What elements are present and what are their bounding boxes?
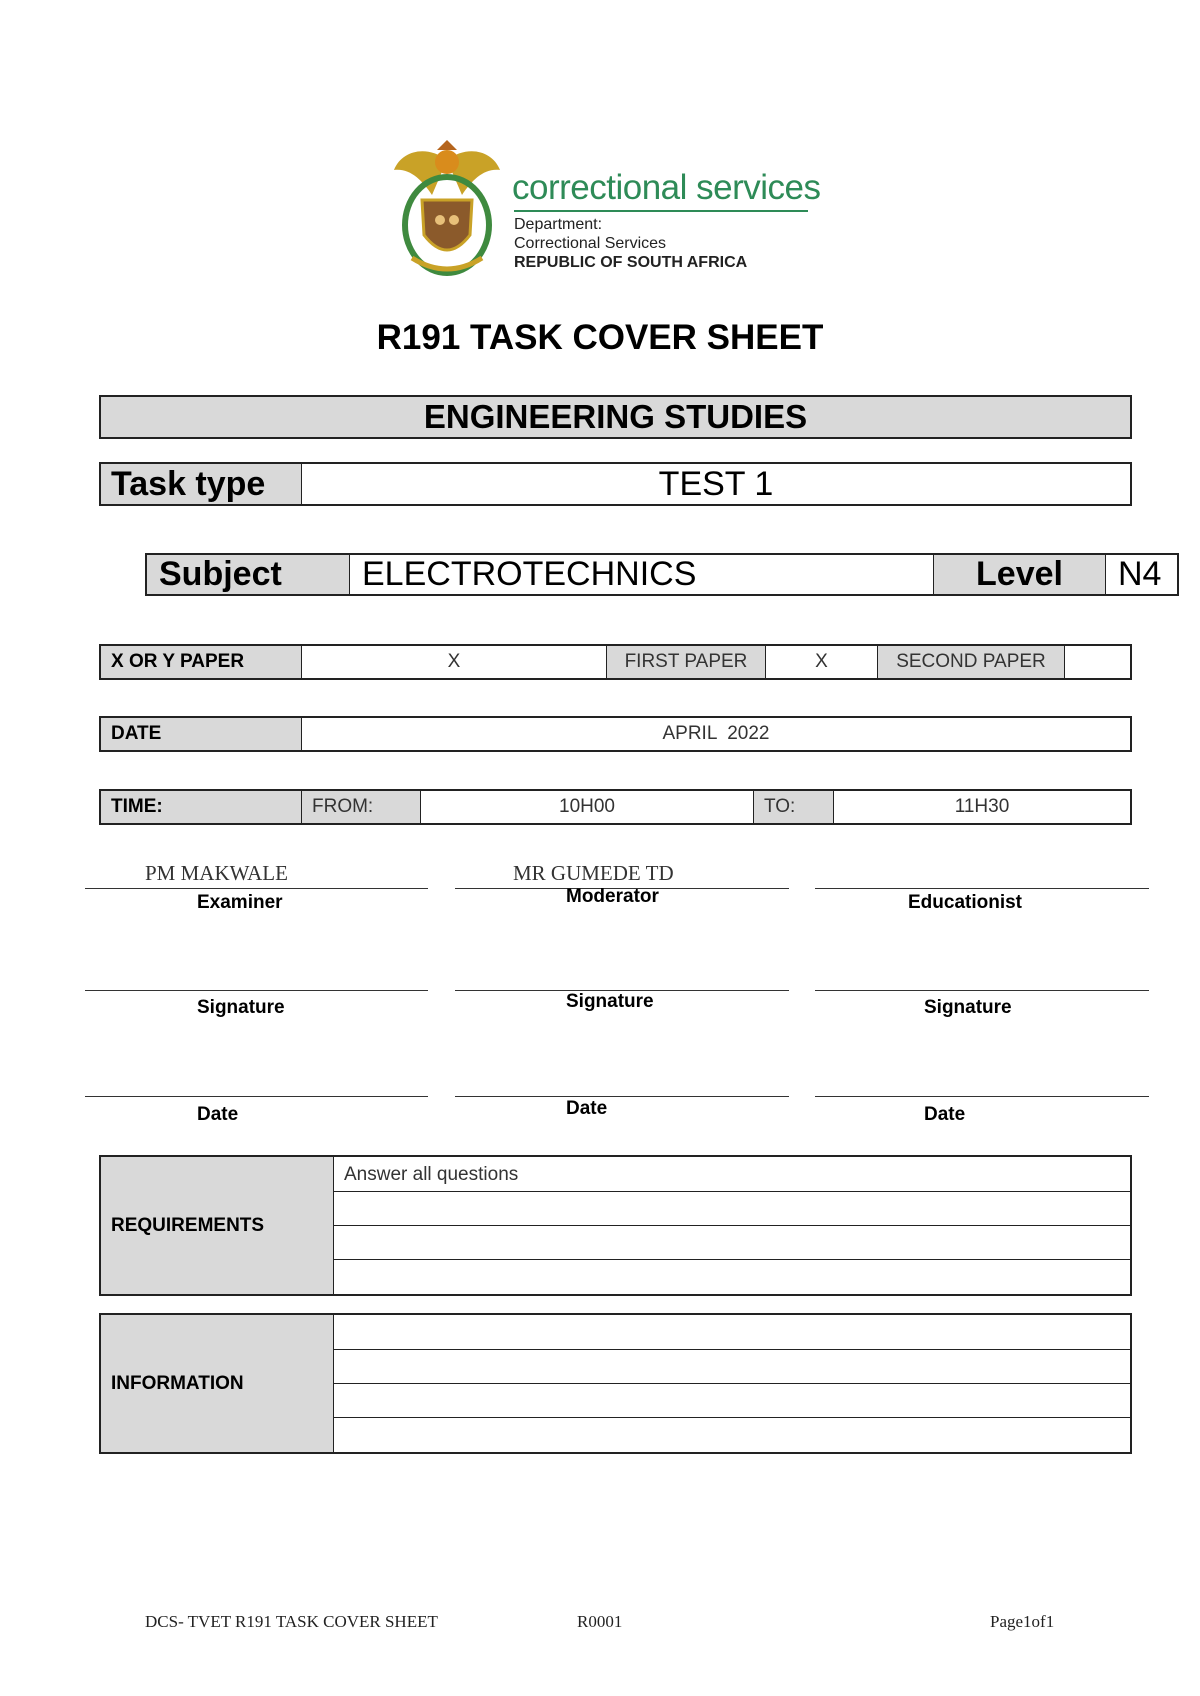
date-label: DATE [101,718,301,750]
task-type-row [99,462,1132,506]
educationist-date-line [815,1096,1149,1097]
moderator-name: MR GUMEDE TD [513,861,674,885]
paper-label: X OR Y PAPER [101,646,301,678]
paper-value: X [301,646,606,678]
examiner-signature-label: Signature [197,997,285,1018]
requirements-row-divider [334,1225,1130,1226]
requirements-table [99,1155,1132,1296]
examiner-date-line [85,1096,428,1097]
subject-label: Subject [147,555,349,594]
date-value: APRIL 2022 [301,718,1130,750]
logo-brand: correctional services [512,168,821,207]
requirements-rows [333,1157,1130,1294]
footer-form-code: R0001 [577,1612,623,1631]
requirements-label: REQUIREMENTS [101,1157,333,1294]
logo [392,140,822,280]
second-paper-value [1064,646,1130,678]
information-table [99,1313,1132,1454]
time-from-value: 10H00 [420,791,753,823]
moderator-signature-label: Signature [566,991,654,1012]
second-paper-label: SECOND PAPER [877,646,1064,678]
requirements-row: Answer all questions [344,1164,519,1185]
date-row [99,716,1132,752]
educationist-label: Educationist [908,892,1023,913]
information-rows [333,1315,1130,1452]
logo-dept: Department: [514,216,603,233]
coat-of-arms-icon [392,140,502,280]
educationist-date-label: Date [924,1104,966,1125]
footer-document-name: DCS- TVET R191 TASK COVER SHEET [145,1612,438,1631]
examiner-label: Examiner [197,892,283,913]
examiner-name-line [85,888,428,889]
logo-country: REPUBLIC OF SOUTH AFRICA [514,254,748,271]
level-label: Level [933,555,1105,594]
information-row-divider [334,1383,1130,1384]
first-paper-value: X [765,646,877,678]
requirements-row-divider [334,1191,1130,1192]
educationist-name-line [815,888,1149,889]
task-type-value: TEST 1 [301,464,1130,504]
banner-text: ENGINEERING STUDIES [423,398,808,435]
educationist-signature-label: Signature [924,997,1012,1018]
requirements-row-divider [334,1259,1130,1260]
moderator-label: Moderator [566,886,659,907]
examiner-signature-line [85,990,428,991]
footer-page-number: Page1of1 [990,1612,1055,1631]
educationist-signature-line [815,990,1149,991]
time-label: TIME: [101,791,301,823]
time-to-label: TO: [753,791,833,823]
time-to-value: 11H30 [833,791,1130,823]
information-label: INFORMATION [101,1315,333,1452]
first-paper-label: FIRST PAPER [606,646,765,678]
section-banner [99,395,1132,439]
logo-rule [514,210,808,212]
subject-value: ELECTROTECHNICS [349,555,933,594]
time-row [99,789,1132,825]
examiner-name: PM MAKWALE [145,861,288,885]
logo-dept-name: Correctional Services [514,235,667,252]
task-type-label: Task type [101,464,301,504]
information-row-divider [334,1417,1130,1418]
page-title: R191 TASK COVER SHEET [376,318,824,357]
paper-row [99,644,1132,680]
level-value: N4 [1105,555,1177,594]
moderator-date-label: Date [566,1098,608,1119]
subject-row [145,553,1179,596]
examiner-date-label: Date [197,1104,239,1125]
information-row-divider [334,1349,1130,1350]
moderator-date-line [455,1096,789,1097]
time-from-label: FROM: [301,791,420,823]
